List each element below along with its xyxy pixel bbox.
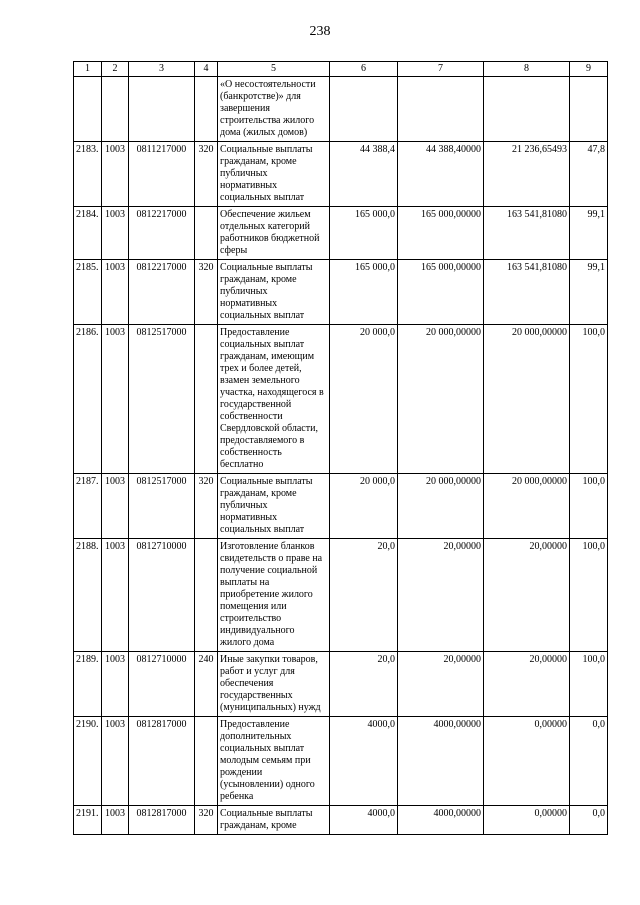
row-number: 2184. [74,207,102,260]
value-col7: 20,00000 [398,539,484,652]
target-code: 0812217000 [129,207,195,260]
value-col8: 20,00000 [484,539,570,652]
value-col6: 44 388,4 [330,142,398,207]
value-col6: 165 000,0 [330,207,398,260]
section-code: 1003 [102,325,129,474]
expense-type: 320 [195,260,218,325]
value-col8: 20 000,00000 [484,474,570,539]
expense-type [195,717,218,806]
item-name: Социальные выплаты гражданам, кроме публичных нормативных социальных выплат [218,474,330,539]
target-code: 0812817000 [129,717,195,806]
row-number [74,77,102,142]
value-col8: 0,00000 [484,717,570,806]
column-header: 9 [570,62,608,77]
column-header: 1 [74,62,102,77]
column-header: 7 [398,62,484,77]
item-name: Социальные выплаты гражданам, кроме [218,806,330,835]
item-name: Обеспечение жильем отдельных категорий работников бюджетной сферы [218,207,330,260]
expense-type [195,77,218,142]
item-name: Предоставление социальных выплат гражданам, имеющим трех и более детей, взамен земельного участка, находящегося в государственной собственности Свердловской области, предоставляемого в собственность бесплатно [218,325,330,474]
value-col6: 165 000,0 [330,260,398,325]
section-code [102,77,129,142]
table-row [74,260,608,325]
table-row [74,474,608,539]
value-col7: 4000,00000 [398,806,484,835]
expense-type: 320 [195,142,218,207]
item-name: Предоставление дополнительных социальных выплат молодым семьям при рождении (усыновлении) одного ребенка [218,717,330,806]
value-col9: 100,0 [570,474,608,539]
header-row [74,62,608,77]
value-col7: 20,00000 [398,652,484,717]
page-number: 238 [309,24,331,39]
column-header: 8 [484,62,570,77]
value-col8: 163 541,81080 [484,207,570,260]
column-header: 6 [330,62,398,77]
column-header: 3 [129,62,195,77]
row-number: 2189. [74,652,102,717]
table-row [74,539,608,652]
target-code: 0811217000 [129,142,195,207]
value-col9: 100,0 [570,652,608,717]
target-code: 0812517000 [129,325,195,474]
value-col8: 163 541,81080 [484,260,570,325]
expense-type: 240 [195,652,218,717]
item-name: Иные закупки товаров, работ и услуг для обеспечения государственных (муниципальных) нужд [218,652,330,717]
value-col9: 100,0 [570,325,608,474]
target-code: 0812517000 [129,474,195,539]
item-name: Социальные выплаты гражданам, кроме публичных нормативных социальных выплат [218,142,330,207]
section-code: 1003 [102,652,129,717]
expense-type [195,325,218,474]
target-code: 0812710000 [129,652,195,717]
value-col9 [570,77,608,142]
value-col7: 165 000,00000 [398,260,484,325]
value-col6: 4000,0 [330,806,398,835]
target-code [129,77,195,142]
value-col9: 100,0 [570,539,608,652]
row-number: 2186. [74,325,102,474]
expense-type [195,207,218,260]
value-col8: 20,00000 [484,652,570,717]
table-row [74,142,608,207]
value-col7: 20 000,00000 [398,325,484,474]
section-code: 1003 [102,142,129,207]
value-col8 [484,77,570,142]
table-row [74,77,608,142]
section-code: 1003 [102,806,129,835]
table-row [74,717,608,806]
section-code: 1003 [102,474,129,539]
section-code: 1003 [102,260,129,325]
value-col7 [398,77,484,142]
value-col7: 20 000,00000 [398,474,484,539]
value-col9: 99,1 [570,260,608,325]
value-col9: 0,0 [570,806,608,835]
value-col9: 0,0 [570,717,608,806]
value-col7: 4000,00000 [398,717,484,806]
table-row [74,325,608,474]
value-col6: 20,0 [330,539,398,652]
row-number: 2185. [74,260,102,325]
target-code: 0812817000 [129,806,195,835]
expense-type [195,539,218,652]
column-header: 5 [218,62,330,77]
value-col7: 44 388,40000 [398,142,484,207]
value-col8: 20 000,00000 [484,325,570,474]
value-col8: 0,00000 [484,806,570,835]
item-name: Изготовление бланков свидетельств о праве на получение социальной выплаты на приобретение жилого помещения или строительство индивидуального жилого дома [218,539,330,652]
table-row [74,652,608,717]
value-col9: 47,8 [570,142,608,207]
row-number: 2191. [74,806,102,835]
row-number: 2183. [74,142,102,207]
value-col8: 21 236,65493 [484,142,570,207]
section-code: 1003 [102,207,129,260]
value-col6 [330,77,398,142]
value-col6: 4000,0 [330,717,398,806]
value-col9: 99,1 [570,207,608,260]
item-name: Социальные выплаты гражданам, кроме публичных нормативных социальных выплат [218,260,330,325]
row-number: 2190. [74,717,102,806]
expense-type: 320 [195,806,218,835]
expense-type: 320 [195,474,218,539]
row-number: 2188. [74,539,102,652]
value-col6: 20 000,0 [330,325,398,474]
row-number: 2187. [74,474,102,539]
table-row [74,207,608,260]
target-code: 0812217000 [129,260,195,325]
column-header: 4 [195,62,218,77]
value-col6: 20 000,0 [330,474,398,539]
target-code: 0812710000 [129,539,195,652]
item-name: «О несостоятельности (банкротстве)» для завершения строительства жилого дома (жилых домов) [218,77,330,142]
budget-table [73,61,608,835]
column-header: 2 [102,62,129,77]
section-code: 1003 [102,717,129,806]
value-col6: 20,0 [330,652,398,717]
value-col7: 165 000,00000 [398,207,484,260]
section-code: 1003 [102,539,129,652]
table-row [74,806,608,835]
